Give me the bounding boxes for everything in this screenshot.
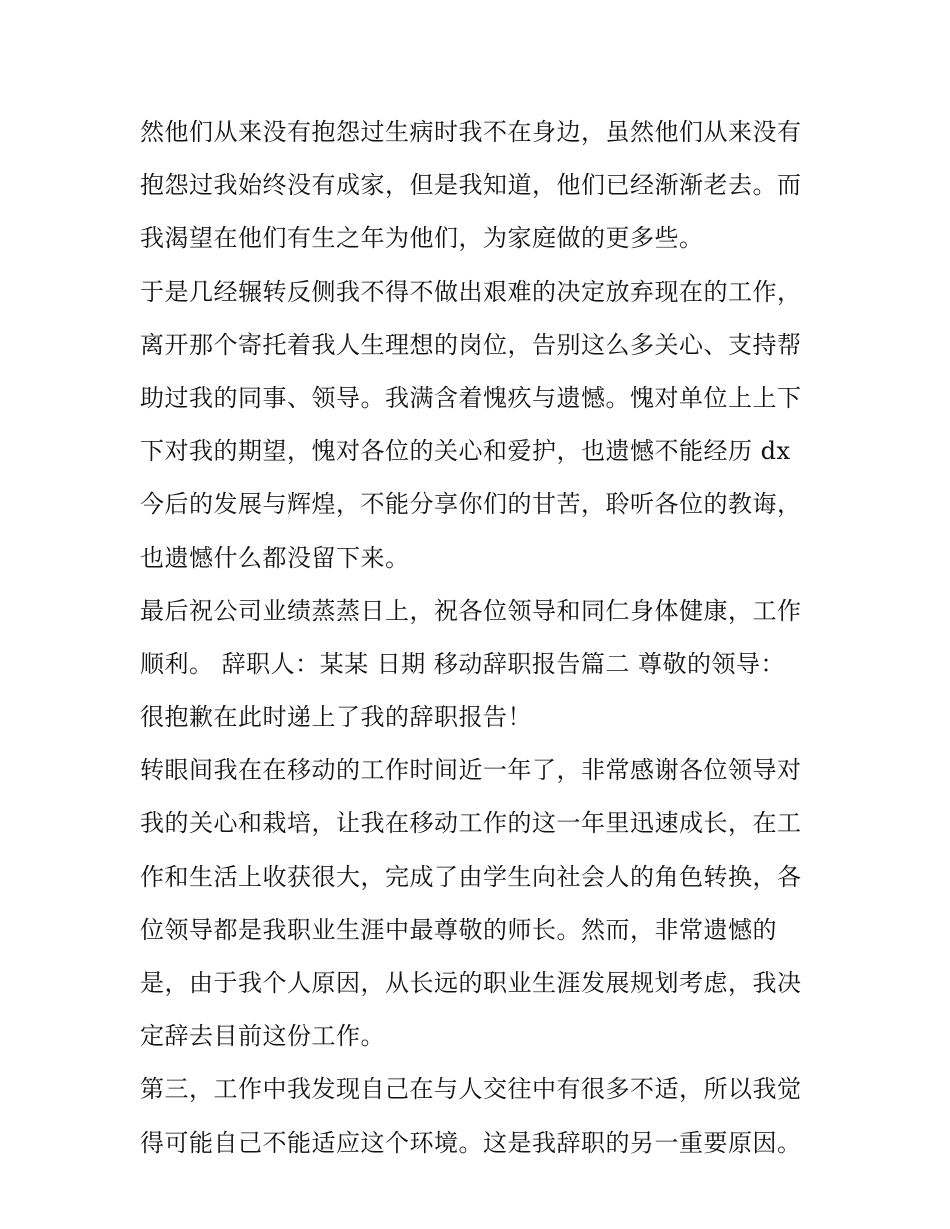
text-line: 然他们从来没有抱怨过生病时我不在身边，虽然他们从来没有	[140, 118, 802, 146]
text-line: 顺利。 辞职人：某某 日期 移动辞职报告篇二 尊敬的领导：	[140, 649, 786, 678]
text-line: 第三，工作中我发现自己在与人交往中有很多不适，所以我觉	[140, 1075, 802, 1104]
text-line: 也遗憾什么都没留下来。	[140, 543, 410, 572]
text-line: 我渴望在他们有生之年为他们，为家庭做的更多些。	[140, 224, 704, 253]
text-line: 最后祝公司业绩蒸蒸日上，祝各位领导和同仁身体健康，工作	[140, 596, 802, 625]
text-line: 今后的发展与辉煌，不能分享你们的甘苦，聆听各位的教诲，	[140, 490, 802, 519]
text-line: 定辞去目前这份工作。	[140, 1022, 385, 1051]
document-body	[140, 106, 820, 1170]
text-line: 于是几经辗转反侧我不得不做出艰难的决定放弃现在的工作，	[140, 277, 802, 306]
text-line: 抱怨过我始终没有成家，但是我知道，他们已经渐渐老去。而	[140, 171, 802, 200]
text-line: 很抱歉在此时递上了我的辞职报告！	[140, 703, 532, 732]
text-line: 下对我的期望，愧对各位的关心和爱护，也遗憾不能经历 dx	[140, 437, 791, 466]
text-line: 是，由于我个人原因，从长远的职业生涯发展规划考虑，我决	[140, 969, 802, 997]
text-line: 助过我的同事、领导。我满含着愧疚与遗憾。愧对单位上上下	[140, 383, 802, 412]
text-line: 我的关心和栽培，让我在移动工作的这一年里迅速成长，在工	[140, 809, 802, 838]
text-line: 转眼间我在在移动的工作时间近一年了，非常感谢各位领导对	[140, 756, 802, 785]
text-line: 离开那个寄托着我人生理想的岗位，告别这么多关心、支持帮	[140, 330, 802, 359]
text-line: 得可能自己不能适应这个环境。这是我辞职的另一重要原因。	[140, 1128, 802, 1157]
text-line: 位领导都是我职业生涯中最尊敬的师长。然而，非常遗憾的	[140, 915, 777, 944]
text-line: 作和生活上收获很大，完成了由学生向社会人的角色转换，各	[140, 862, 802, 891]
